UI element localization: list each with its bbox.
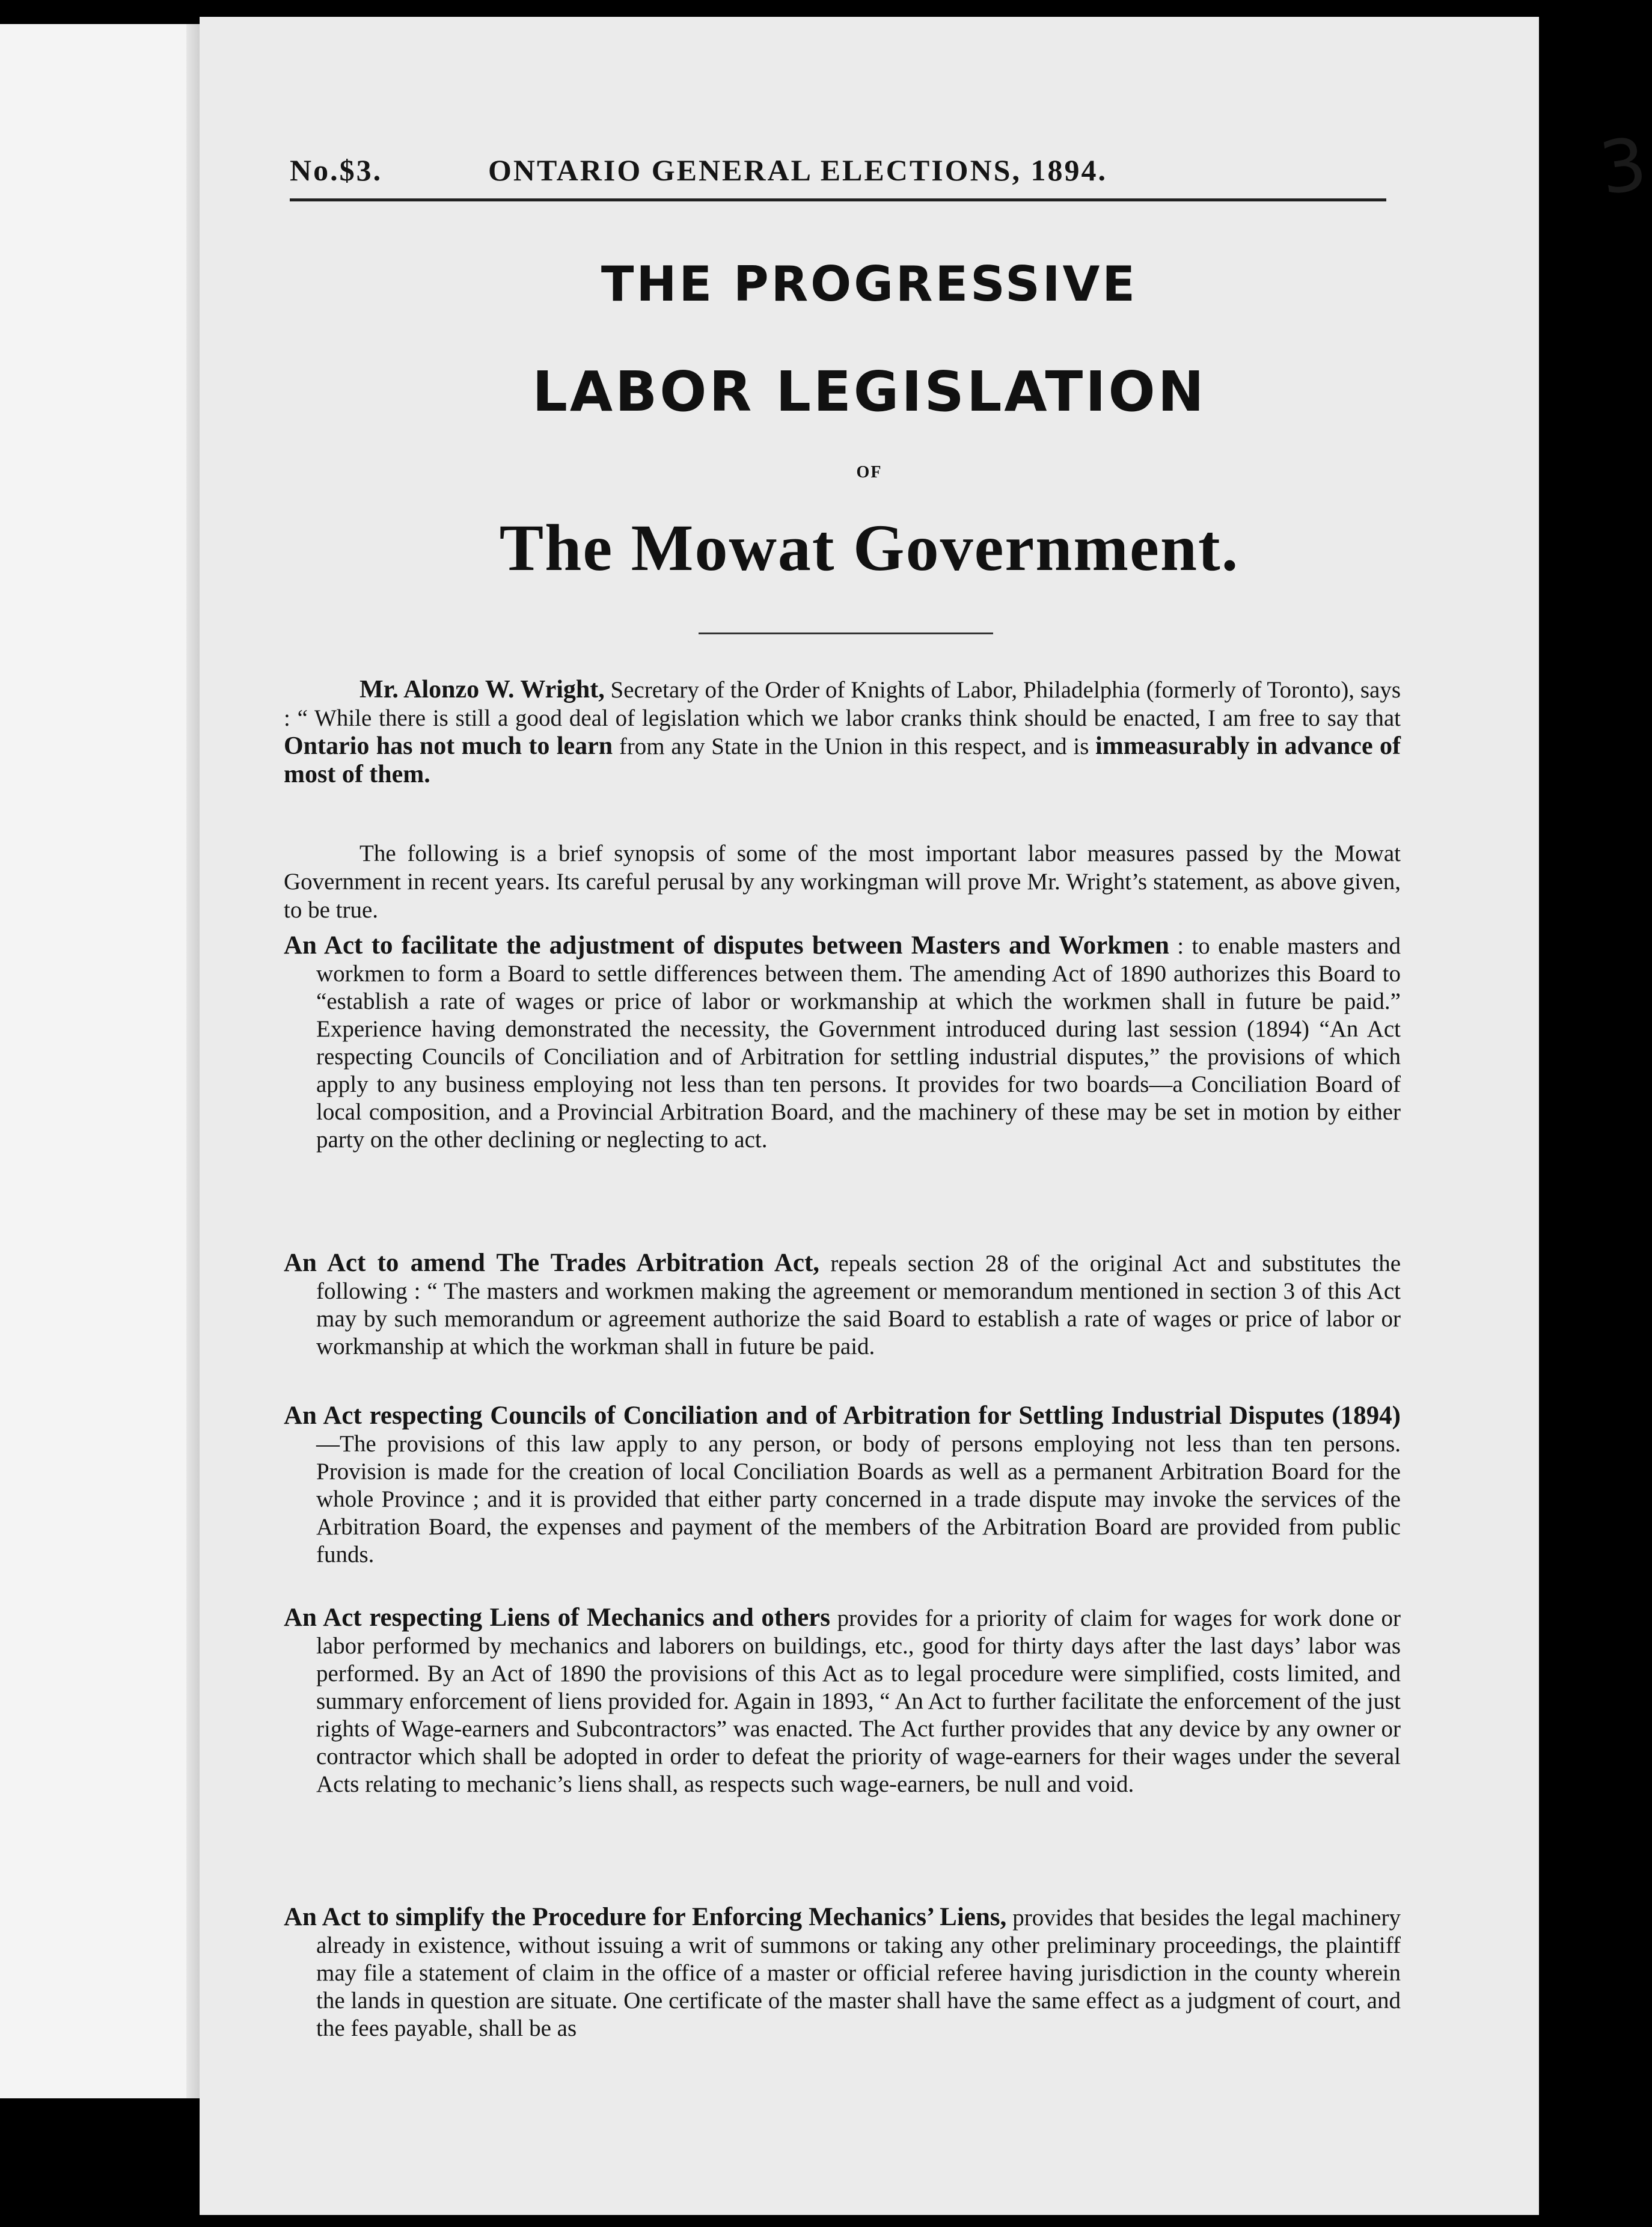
act-body: provides for a priority of claim for wages for work done or labor performed by mechanics and laborers on buildings, etc., good for thirty days after the last days’ labor was performed. By an Act of 1890 the provisions of this Act as to legal procedure were simplified, costs limited, and summary enforcement of liens provided for. Again in 1893, “ An Act to further facilitate the enforcement of the just rights of Wage-earners and Subcontractors” was enacted. The Act further provides that any device by any owner or contractor which shall be adopted in order to defeat the priority of wage-earners for their wages under the several Acts relating to mechanic’s liens shall, as respects such wage-earners, be null and void. (316, 1605, 1401, 1797)
title-line-2: LABOR LEGISLATION (532, 360, 1207, 424)
act-entry (284, 932, 1401, 1154)
act-entry (284, 1402, 1401, 1569)
act-body: —The provisions of this law apply to any person, or body of persons employing not less than ten persons. Provision is made for the creation of local Conciliation Boards as well as a permanent Arbitration Board for the whole Province ; and it is provided that either party concerned in a trade dispute may invoke the services of the Arbitration Board, the expenses and payment of the members of the Arbitration Board are provided from public funds. (316, 1431, 1401, 1567)
act-entry (284, 1604, 1401, 1798)
document-page (200, 17, 1652, 2215)
intro-speaker: Mr. Alonzo W. Wright, (359, 676, 605, 703)
act-body: : to enable masters and workmen to form a Board to settle differences between them. The amending Act of 1890 authorizes this Board to “establish a rate of wages or price of labor or workmanship at which the workmen shall in future be paid.” Experience having demonstrated the necessity, the Government introduced during last session (1894) “An Act respecting Councils of Conciliation and of Arbitration for settling industrial disputes,” the provisions of which apply to any business employing not less than ten persons. It provides for two boards—a Conciliation Board of local composition, and a Provincial Arbitration Board, and the machinery of these may be set in motion by either party on the other declining or neglecting to act. (316, 933, 1401, 1153)
election-heading: ONTARIO GENERAL ELECTIONS, 1894. (488, 153, 1107, 187)
act-title: An Act respecting Councils of Conciliation and of Arbitration for Settling Industrial Disputes (1894) (284, 1401, 1401, 1430)
act-entry (284, 1904, 1401, 2042)
intro-text-a: Secretary of the Order of Knights of Labor, Philadelphia (formerly of Toronto), says : “ While there is still a good deal of legislation which we labor cranks think should be enacted, I am free to say that (284, 677, 1401, 731)
handwritten-page-number: 3 (1594, 122, 1652, 212)
header-rule (290, 198, 1386, 201)
adjacent-page-edge (0, 24, 200, 2098)
act-body: provides that besides the legal machinery already in existence, without issuing a writ of summons or taking any other preliminary proceedings, the plaintiff may file a statement of claim in the office of a master or official referee having jurisdiction in the county wherein the lands in question are situate. One certificate of the master shall have the same effect as a judgment of court, and the fees payable, shall be as (316, 1905, 1401, 2041)
synopsis-paragraph: The following is a brief synopsis of some of the most important labor measures passed by the Mowat Government in recent years. Its careful perusal by any workingman will prove Mr. Wright’s statement, as above given, to be true. (284, 841, 1401, 923)
act-entry (284, 1249, 1401, 1361)
title-line-1: THE PROGRESSIVE (601, 256, 1138, 312)
act-body: repeals section 28 of the original Act and substitutes the following : “ The masters and workmen making the agreement or memorandum mentioned in section 3 of this Act may by such memorandum or agreement authorize the said Board to establish a rate of wages or price of labor or workmanship at which the workman shall in future be paid. (316, 1251, 1401, 1359)
running-header (290, 153, 1375, 188)
intro-emphasis-a: Ontario has not much to learn (284, 732, 613, 760)
intro-text-b: from any State in the Union in this respect, and is (613, 734, 1096, 759)
act-title: An Act respecting Liens of Mechanics and others (284, 1604, 830, 1632)
title-line-3: The Mowat Government. (499, 511, 1240, 584)
act-title: An Act to amend The Trades Arbitration Act, (284, 1249, 820, 1277)
issue-number: No.$3. (290, 153, 383, 187)
title-of: OF (856, 463, 883, 482)
page-edge-shadow (186, 24, 200, 2098)
act-title: An Act to facilitate the adjustment of disputes between Masters and Workmen (284, 931, 1169, 960)
act-title: An Act to simplify the Procedure for Enforcing Mechanics’ Liens, (284, 1903, 1007, 1931)
intro-emphasis-b: immeasurably in advance of most of them. (284, 732, 1401, 788)
intro-paragraph (284, 676, 1401, 789)
title-divider (699, 633, 993, 634)
